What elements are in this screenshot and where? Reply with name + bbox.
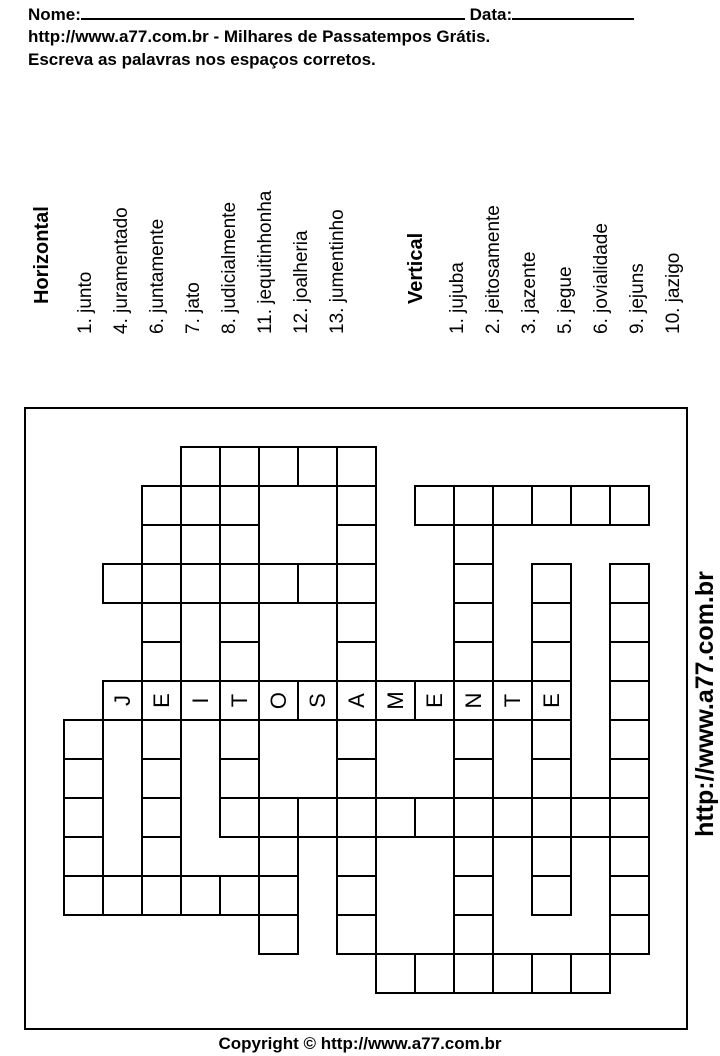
grid-cell[interactable]	[454, 642, 493, 681]
grid-cell[interactable]	[298, 447, 337, 486]
revealed-letter: I	[188, 697, 213, 704]
grid-cell[interactable]	[376, 681, 415, 720]
revealed-letter: E	[422, 693, 447, 708]
date-label: Data:	[469, 5, 513, 24]
grid-cell[interactable]	[103, 564, 142, 603]
grid-cell[interactable]	[571, 486, 610, 525]
side-url: http://www.a77.com.br	[691, 571, 719, 837]
name-label: Nome:	[28, 5, 81, 24]
grid-cell[interactable]	[532, 837, 571, 876]
grid-cell[interactable]	[610, 564, 649, 603]
grid-cell[interactable]	[181, 486, 220, 525]
grid-cell[interactable]	[103, 876, 142, 915]
grid-cell[interactable]	[64, 837, 103, 876]
grid-cell[interactable]	[337, 564, 376, 603]
grid-cell[interactable]	[610, 681, 649, 720]
grid-cell[interactable]	[532, 642, 571, 681]
grid-cell[interactable]	[376, 954, 415, 993]
copyright-footer: Copyright © http://www.a77.com.br	[218, 1034, 502, 1053]
grid-cell[interactable]	[337, 642, 376, 681]
revealed-letter: T	[227, 693, 252, 708]
grid-cell[interactable]	[532, 798, 571, 837]
grid-cell[interactable]	[454, 954, 493, 993]
grid-cell[interactable]	[142, 876, 181, 915]
grid-cell[interactable]	[337, 876, 376, 915]
grid-cell[interactable]	[454, 564, 493, 603]
vertical-clue: 5. jegue	[555, 266, 576, 334]
grid-cell[interactable]	[415, 681, 454, 720]
grid-cell[interactable]	[220, 798, 259, 837]
vertical-clue: 3. jazente	[519, 251, 540, 334]
grid-cell[interactable]	[532, 720, 571, 759]
grid-cell[interactable]	[220, 486, 259, 525]
grid-cell[interactable]	[220, 603, 259, 642]
grid-cell[interactable]	[454, 759, 493, 798]
grid-cell[interactable]	[142, 642, 181, 681]
grid-cell[interactable]	[610, 486, 649, 525]
horizontal-clue: 12. joalheria	[291, 230, 312, 334]
vertical-clue: 2. jeitosamente	[483, 205, 504, 334]
grid-cell[interactable]	[532, 681, 571, 720]
grid-cell[interactable]	[220, 720, 259, 759]
grid-cell[interactable]	[142, 798, 181, 837]
revealed-letter: E	[539, 693, 564, 708]
grid-cell[interactable]	[142, 681, 181, 720]
grid-cell[interactable]	[142, 720, 181, 759]
grid-cell[interactable]	[493, 486, 532, 525]
grid-cell[interactable]	[610, 642, 649, 681]
vertical-clue: 10. jazigo	[663, 252, 684, 334]
grid-cell[interactable]	[532, 564, 571, 603]
grid-cell[interactable]	[298, 564, 337, 603]
grid-cell[interactable]	[259, 876, 298, 915]
grid-cell[interactable]	[337, 720, 376, 759]
grid-cell[interactable]	[220, 642, 259, 681]
grid-cell[interactable]	[220, 525, 259, 564]
grid-cell[interactable]	[454, 915, 493, 954]
horizontal-clue: 7. jato	[183, 282, 204, 334]
grid-cell[interactable]	[493, 798, 532, 837]
grid-cell[interactable]	[220, 876, 259, 915]
revealed-letter: N	[461, 692, 486, 709]
grid-cell[interactable]	[610, 759, 649, 798]
grid-cell[interactable]	[454, 486, 493, 525]
grid-cell[interactable]	[142, 603, 181, 642]
revealed-letter: S	[305, 693, 330, 708]
grid-cell[interactable]	[142, 525, 181, 564]
grid-cell[interactable]	[610, 798, 649, 837]
grid-cell[interactable]	[337, 603, 376, 642]
horizontal-clue: 4. juramentado	[111, 207, 132, 334]
grid-cell[interactable]	[220, 681, 259, 720]
grid-cell[interactable]	[298, 798, 337, 837]
revealed-letter: A	[344, 693, 369, 708]
vertical-title: Vertical	[405, 232, 427, 304]
grid-cell[interactable]	[493, 954, 532, 993]
grid-cell[interactable]	[337, 681, 376, 720]
grid-cell[interactable]	[337, 447, 376, 486]
vertical-clue: 1. jujuba	[447, 262, 468, 334]
grid-cell[interactable]	[220, 447, 259, 486]
grid-cell[interactable]	[532, 759, 571, 798]
grid-cell[interactable]	[454, 876, 493, 915]
grid-cell[interactable]	[415, 798, 454, 837]
horizontal-clue: 13. jumentinho	[327, 209, 348, 334]
revealed-letter: J	[110, 695, 135, 706]
grid-cell[interactable]	[220, 564, 259, 603]
revealed-letter: M	[383, 691, 408, 710]
horizontal-clue: 8. judicialmente	[219, 201, 240, 334]
grid-cell[interactable]	[610, 876, 649, 915]
grid-cell[interactable]	[532, 954, 571, 993]
vertical-clue: 9. jejuns	[627, 263, 648, 334]
revealed-letter: E	[149, 693, 174, 708]
grid-cell[interactable]	[337, 525, 376, 564]
grid-cell[interactable]	[532, 486, 571, 525]
grid-cell[interactable]	[181, 876, 220, 915]
grid-cell[interactable]	[454, 603, 493, 642]
grid-cell[interactable]	[142, 564, 181, 603]
grid-cell[interactable]	[64, 720, 103, 759]
grid-cell[interactable]	[259, 681, 298, 720]
grid-cell[interactable]	[337, 837, 376, 876]
grid-cell[interactable]	[415, 486, 454, 525]
grid-cell[interactable]	[259, 447, 298, 486]
grid-cell[interactable]	[493, 681, 532, 720]
grid-cell[interactable]	[259, 798, 298, 837]
grid-cell[interactable]	[64, 798, 103, 837]
grid-cell[interactable]	[64, 759, 103, 798]
grid-cell[interactable]	[103, 681, 142, 720]
grid-cell[interactable]	[337, 798, 376, 837]
horizontal-clue: 6. juntamente	[147, 218, 168, 334]
horizontal-clue: 1. junto	[75, 271, 96, 334]
grid-cell[interactable]	[220, 759, 259, 798]
grid-cell[interactable]	[298, 681, 337, 720]
grid-cell[interactable]	[181, 447, 220, 486]
grid-cell[interactable]	[454, 798, 493, 837]
grid-cell[interactable]	[337, 759, 376, 798]
site-line: http://www.a77.com.br - Milhares de Passatempos Grátis.	[28, 27, 491, 46]
grid-cell[interactable]	[259, 564, 298, 603]
date-field[interactable]	[512, 4, 634, 20]
grid-cell[interactable]	[415, 954, 454, 993]
grid-cell[interactable]	[64, 876, 103, 915]
horizontal-title: Horizontal	[31, 206, 53, 304]
grid-cell[interactable]	[454, 681, 493, 720]
grid-cell[interactable]	[142, 759, 181, 798]
revealed-letter: T	[500, 693, 525, 708]
grid-cell[interactable]	[610, 837, 649, 876]
instructions: Escreva as palavras nos espaços corretos.	[28, 50, 376, 69]
grid-cell[interactable]	[181, 564, 220, 603]
revealed-letter: O	[266, 691, 291, 710]
grid-cell[interactable]	[181, 681, 220, 720]
horizontal-clue: 11. jequitinhonha	[255, 190, 276, 334]
grid-cell[interactable]	[142, 486, 181, 525]
grid-cell[interactable]	[571, 954, 610, 993]
grid-cell[interactable]	[337, 915, 376, 954]
grid-cell[interactable]	[337, 486, 376, 525]
name-date-line	[28, 4, 634, 25]
grid-cell[interactable]	[610, 915, 649, 954]
grid-cell[interactable]	[571, 798, 610, 837]
grid-cell[interactable]	[610, 603, 649, 642]
grid-cell[interactable]	[376, 798, 415, 837]
grid-cell[interactable]	[454, 837, 493, 876]
grid-cell[interactable]	[142, 837, 181, 876]
vertical-clue: 6. jovialidade	[591, 223, 612, 334]
grid-cell[interactable]	[610, 720, 649, 759]
grid-cell[interactable]	[454, 720, 493, 759]
grid-cell[interactable]	[454, 525, 493, 564]
grid-cell[interactable]	[259, 915, 298, 954]
grid-cell[interactable]	[259, 837, 298, 876]
grid-cell[interactable]	[532, 876, 571, 915]
grid-cell[interactable]	[532, 603, 571, 642]
